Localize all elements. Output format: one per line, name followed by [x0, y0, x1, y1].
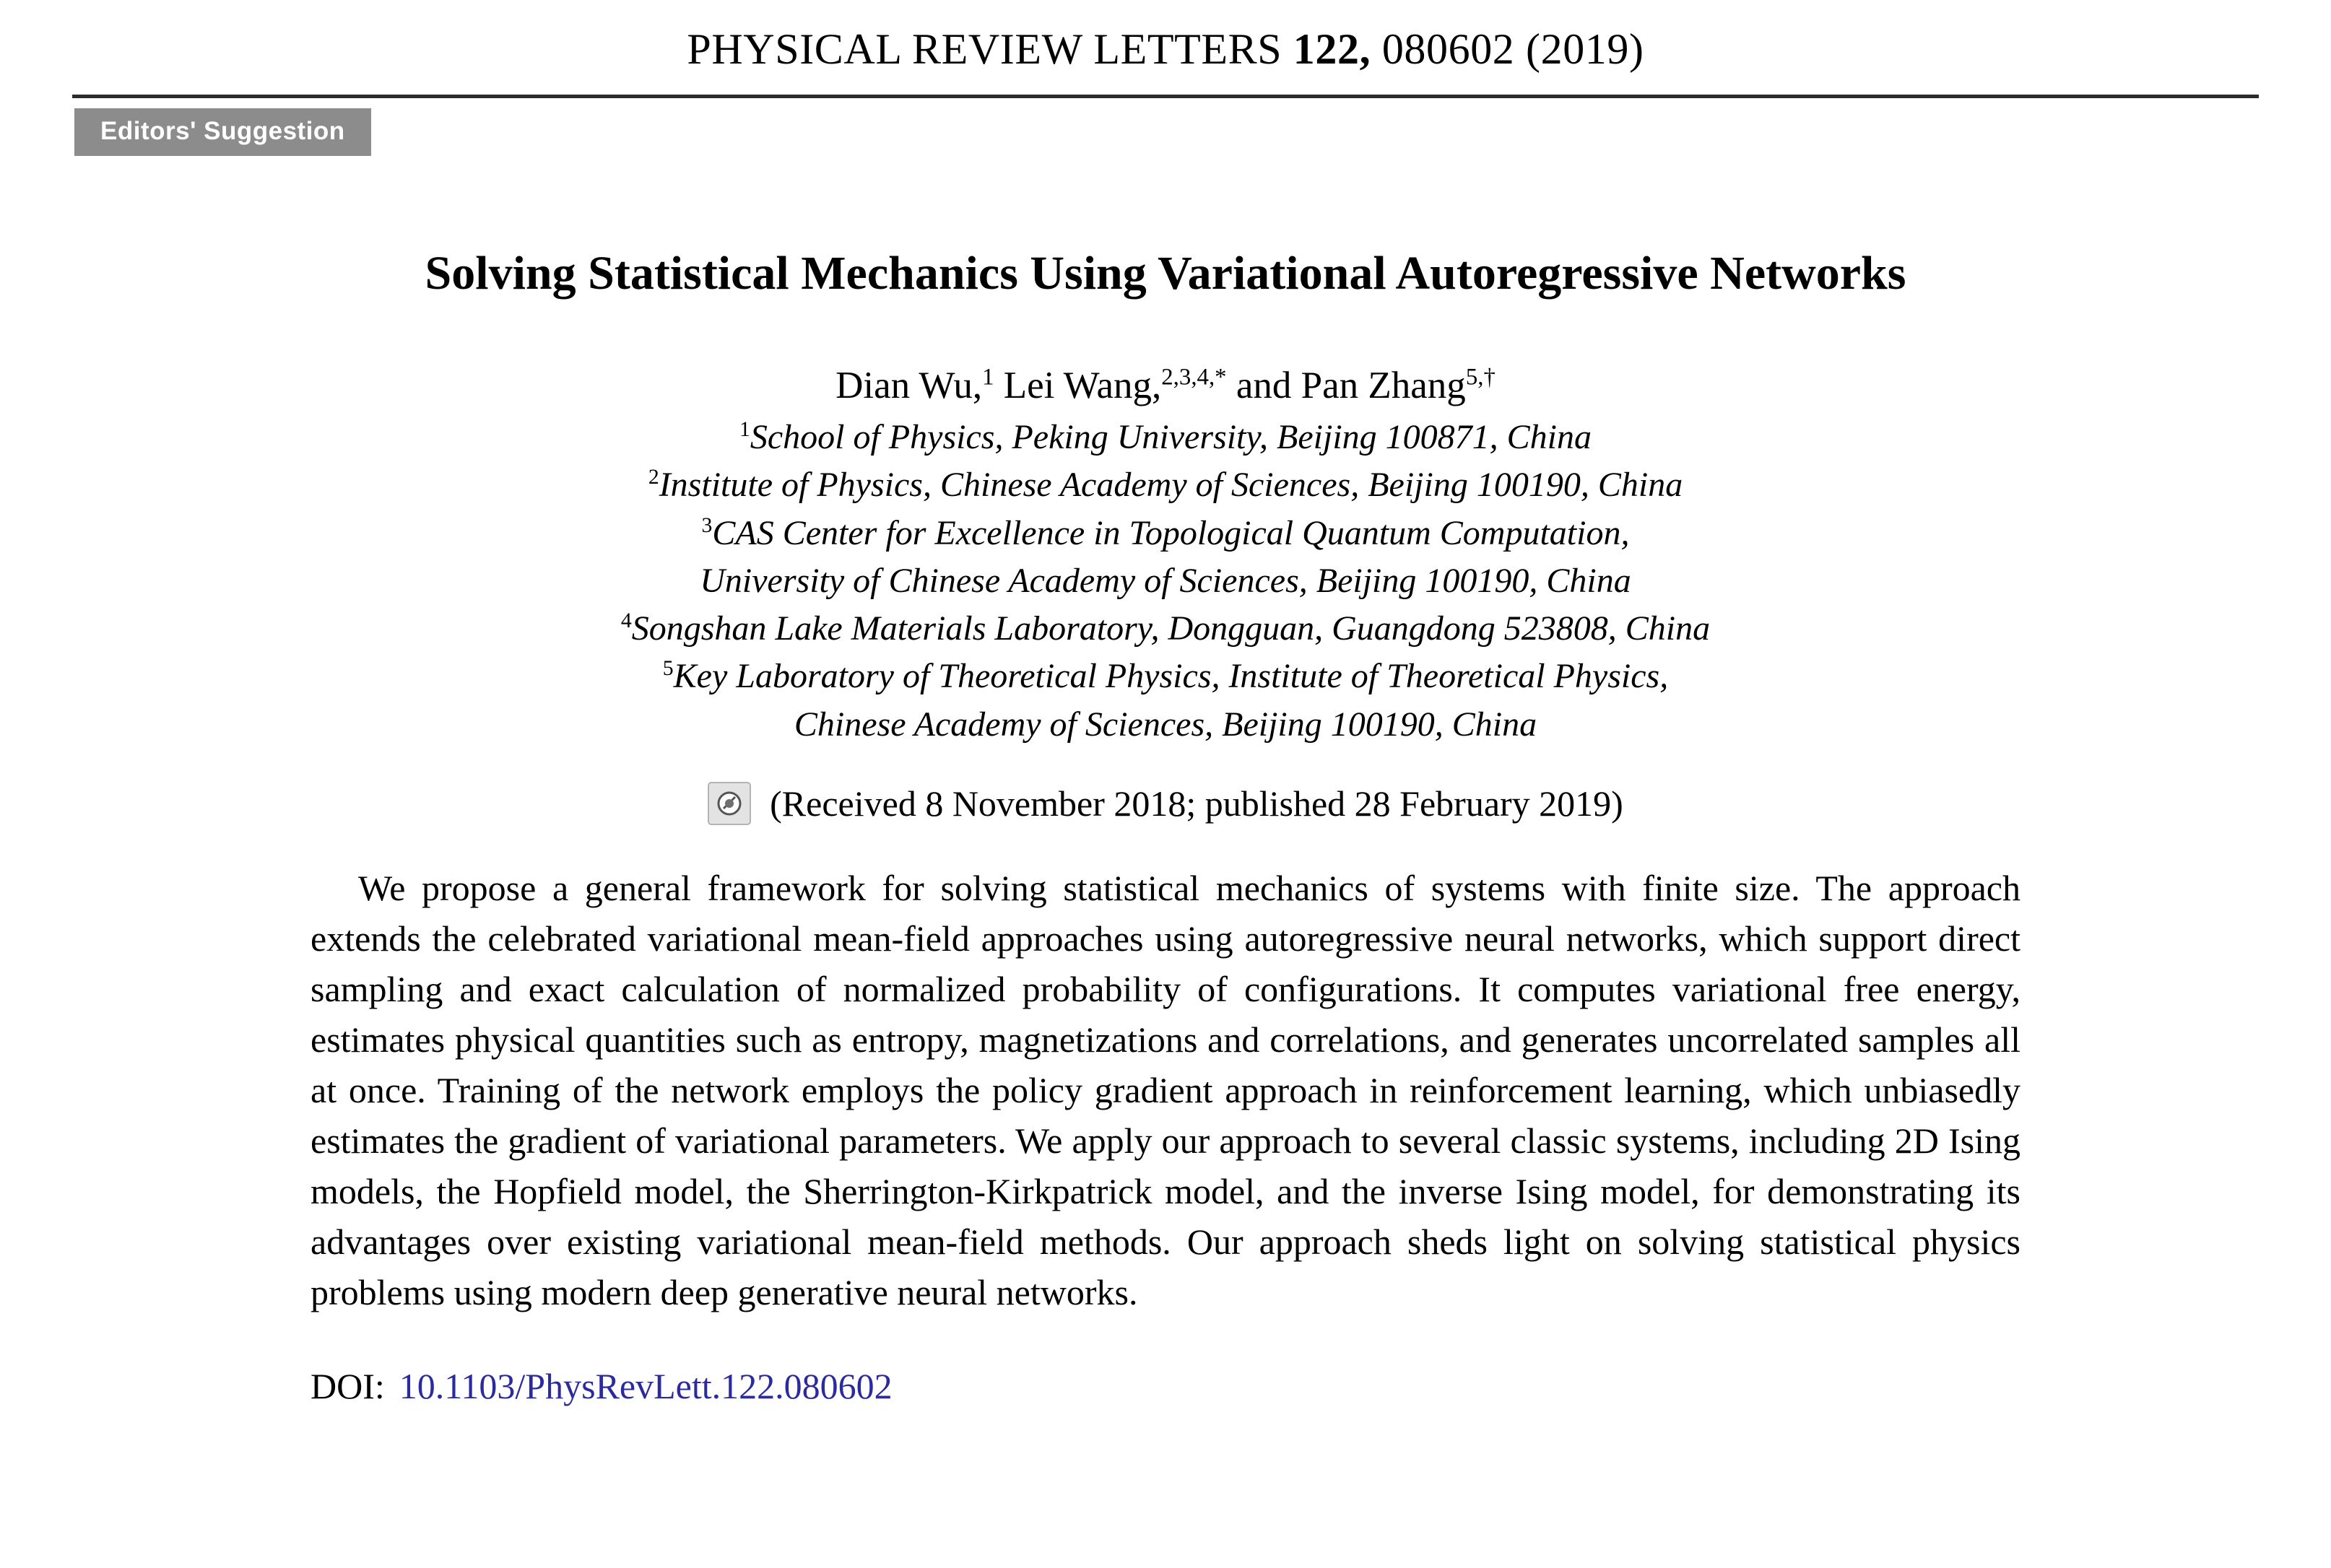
publication-dates-row: [0, 782, 2331, 825]
page-title: Solving Statistical Mechanics Using Variational Autoregressive Networks: [425, 247, 1906, 300]
doi-link[interactable]: 10.1103/PhysRevLett.122.080602: [399, 1365, 893, 1406]
affiliation-item: [0, 605, 2331, 653]
author-affil-marker: 1: [982, 364, 994, 391]
author-affil-marker: 2,3,4,*: [1161, 364, 1227, 391]
affiliation-text: Songshan Lake Materials Laboratory, Dongguan, Guangdong 523808, China: [631, 609, 1711, 648]
author-affil-marker: 5,†: [1465, 364, 1496, 391]
affiliation-item: [0, 461, 2331, 509]
affiliation-text: University of Chinese Academy of Sciences, Beijing 100190, China: [700, 561, 1631, 600]
affiliation-marker: 3: [701, 513, 713, 537]
affiliation-marker: 5: [662, 656, 674, 681]
affiliation-item: [0, 701, 2331, 749]
journal-header: [0, 0, 2331, 74]
affiliation-text: Institute of Physics, Chinese Academy of Sciences, Beijing 100190, China: [659, 466, 1683, 505]
publication-dates: (Received 8 November 2018; published 28 February 2019): [770, 783, 1623, 824]
journal-year: (2019): [1526, 25, 1644, 73]
affiliation-text: School of Physics, Peking University, Beijing 100871, China: [750, 418, 1592, 457]
affiliation-text: Key Laboratory of Theoretical Physics, Institute of Theoretical Physics,: [673, 657, 1669, 696]
affiliation-item: [0, 510, 2331, 557]
affiliation-list: [0, 414, 2331, 749]
affiliation-marker: 1: [739, 417, 750, 442]
affiliation-text: CAS Center for Excellence in Topological Quantum Computation,: [712, 513, 1630, 552]
badge-row: [0, 98, 2331, 149]
editors-suggestion-badge: Editors' Suggestion: [74, 108, 371, 156]
doi-row: [311, 1365, 2331, 1407]
affiliation-marker: 2: [648, 465, 659, 489]
affiliation-text: Chinese Academy of Sciences, Beijing 100190, China: [794, 705, 1537, 744]
affiliation-marker: 4: [620, 609, 632, 633]
abstract-text: We propose a general framework for solving statistical mechanics of systems with finite size. The approach extends the celebrated variational mean-field approaches using autoregressive neural networks, which support direct sampling and exact calculation of normalized probability of configurations. It computes variational free energy, estimates physical quantities such as entropy, magnetizations and correlations, and generates uncorrelated samples all at once. Training of the network employs the policy gradient approach in reinforcement learning, which unbiasedly estimates the gradient of variational parameters. We apply our approach to several classic systems, including 2D Ising models, the Hopfield model, the Sherrington-Kirkpatrick model, and the inverse Ising model, for demonstrating its advantages over existing variational mean-field methods. Our approach sheds light on solving statistical physics problems using modern deep generative neural networks.: [311, 867, 2020, 1312]
crossmark-icon[interactable]: [708, 782, 751, 825]
doi-label: DOI:: [311, 1365, 385, 1406]
affiliation-item: [0, 414, 2331, 461]
affiliation-item: [0, 557, 2331, 605]
journal-name: PHYSICAL REVIEW LETTERS: [687, 25, 1282, 73]
author-list: Dian Wu,$^1$ Lei Wang,$^{2,3,4,*}$ and Pan Zhang$^{5,\dagger}$: [835, 364, 1496, 406]
journal-volume: 122,: [1293, 25, 1371, 73]
affiliation-item: [0, 653, 2331, 700]
journal-article-number: 080602: [1381, 25, 1515, 73]
